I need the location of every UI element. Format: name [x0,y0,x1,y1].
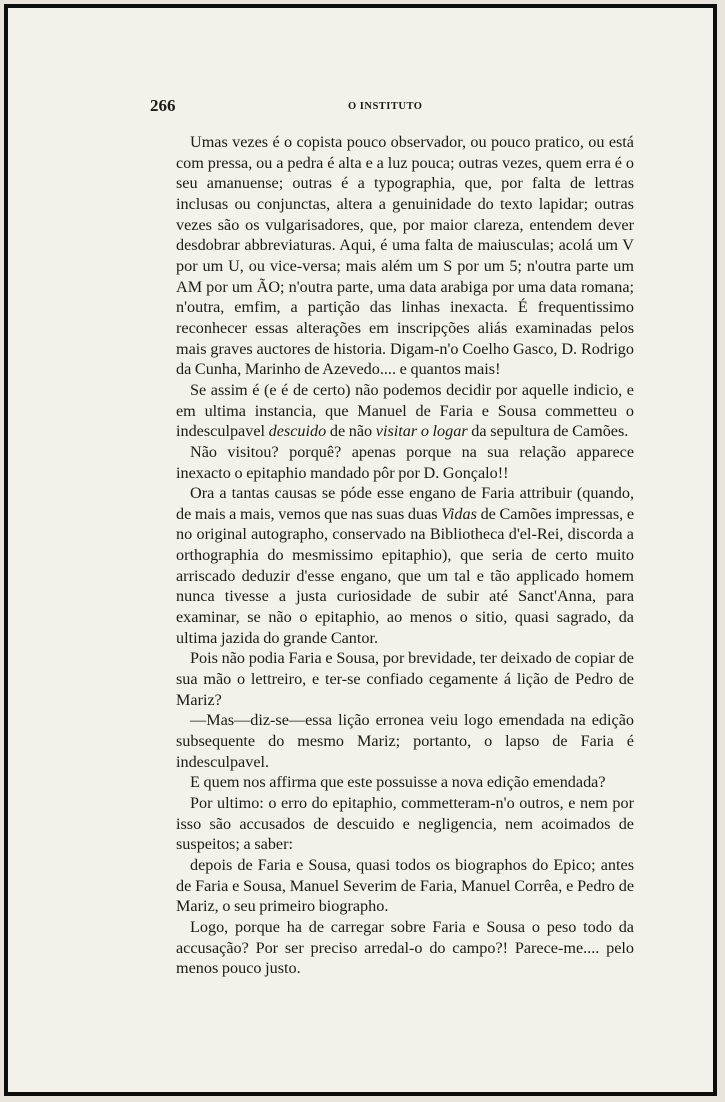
paragraph-2-text-b: de não [326,422,376,441]
paragraph-2-emphasis-descuido: descuido [268,422,327,441]
paragraph-4 [176,483,634,648]
paragraph-6: —Mas—diz-se—essa lição erronea veiu logo emendada na edição subsequente do mesmo Mariz; portanto, o lapso de Faria é indesculpavel. [176,711,634,771]
running-head [8,96,713,118]
paragraph-2 [176,380,634,442]
book-page [4,4,717,1096]
paragraph-1: Umas vezes é o copista pouco observador, ou pouco pratico, ou está com pressa, ou a pedra é alta e a luz pouca; outras vezes, quem erra é o seu amanuense; outras é a typographia, que, por falta de lettras inclusas ou conjunctas, altera a genuinidade do texto lapidar; outras vezes são os vulgarisadores, que, por maior clareza, entendem dever desdobrar abbreviaturas. Aqui, é uma falta de maiusculas; acolá um V por um U, ou vice-versa; mais além um S por um 5; n'outra parte um AM por um ÃO; n'outra parte, uma data arabiga por uma data romana; n'outra, emfim, a partição das linhas inexacta. É frequentissimo reconhecer essas alterações em inscripções aliás examinadas pelos mais graves auctores de historia. Digam-n'o Coelho Gasco, D. Rodrigo da Cunha, Marinho de Azevedo.... e quantos mais! [176,133,634,379]
paragraph-2-text-c: da sepultura de Camões. [467,422,629,441]
paragraph-3: Não visitou? porquê? apenas porque na sua relação apparece inexacto o epitaphio mandado pôr por D. Gonçalo!! [176,442,634,482]
paragraph-8: Por ultimo: o erro do epitaphio, commetteram-n'o outros, e nem por isso são accusados de descuido e negligencia, nem acoimados de suspeitos; a saber: [176,794,634,854]
paragraph-5: Pois não podia Faria e Sousa, por brevidade, ter deixado de copiar de sua mão o lettreiro, e ter-se confiado cegamente á lição de Pedro de Mariz? [176,649,634,709]
running-title: O INSTITUTO [348,101,423,112]
paragraph-4-emphasis-vidas: Vidas [441,504,477,523]
paragraph-4-text-a: Ora a tantas causas se póde esse engano de Faria attribuir (quando, de mais a mais, vemos que nas suas duas [176,484,634,523]
paragraph-2-text-a: Se assim é (e é de certo) não podemos decidir por aquelle indicio, e em ultima instancia, que Manuel de Faria e Sousa commetteu o indesculpavel [176,380,634,441]
body-text [176,132,634,979]
paragraph-10: Logo, porque ha de carregar sobre Faria e Sousa o peso todo da accusação? Por ser preciso arredal-o do campo?! Parece-me.... pelo menos pouco justo. [176,917,634,978]
page-number: 266 [150,96,176,115]
paragraph-4-text-b: de Camões impressas, e no original autographo, conservado na Bibliotheca d'el-Rei, discorda a orthographia do mesmissimo epitaphio), que seria de certo muito arriscado deduzir d'esse engano, que um tal e tão applicado homem nunca tivesse a justa curiosidade de subir até Sanct'Anna, para examinar, se não o epitaphio, ao menos o sitio, quasi sagrado, da ultima jazida do grande Cantor. [176,504,635,647]
paragraph-2-emphasis-visitar: visitar o logar [375,422,468,441]
paragraph-9: depois de Faria e Sousa, quasi todos os biographos do Epico; antes de Faria e Sousa, Manuel Severim de Faria, Manuel Corrêa, e Pedro de Mariz, o seu primeiro biographo. [176,855,634,916]
paragraph-7: E quem nos affirma que este possuisse a nova edição emendada? [190,773,606,792]
